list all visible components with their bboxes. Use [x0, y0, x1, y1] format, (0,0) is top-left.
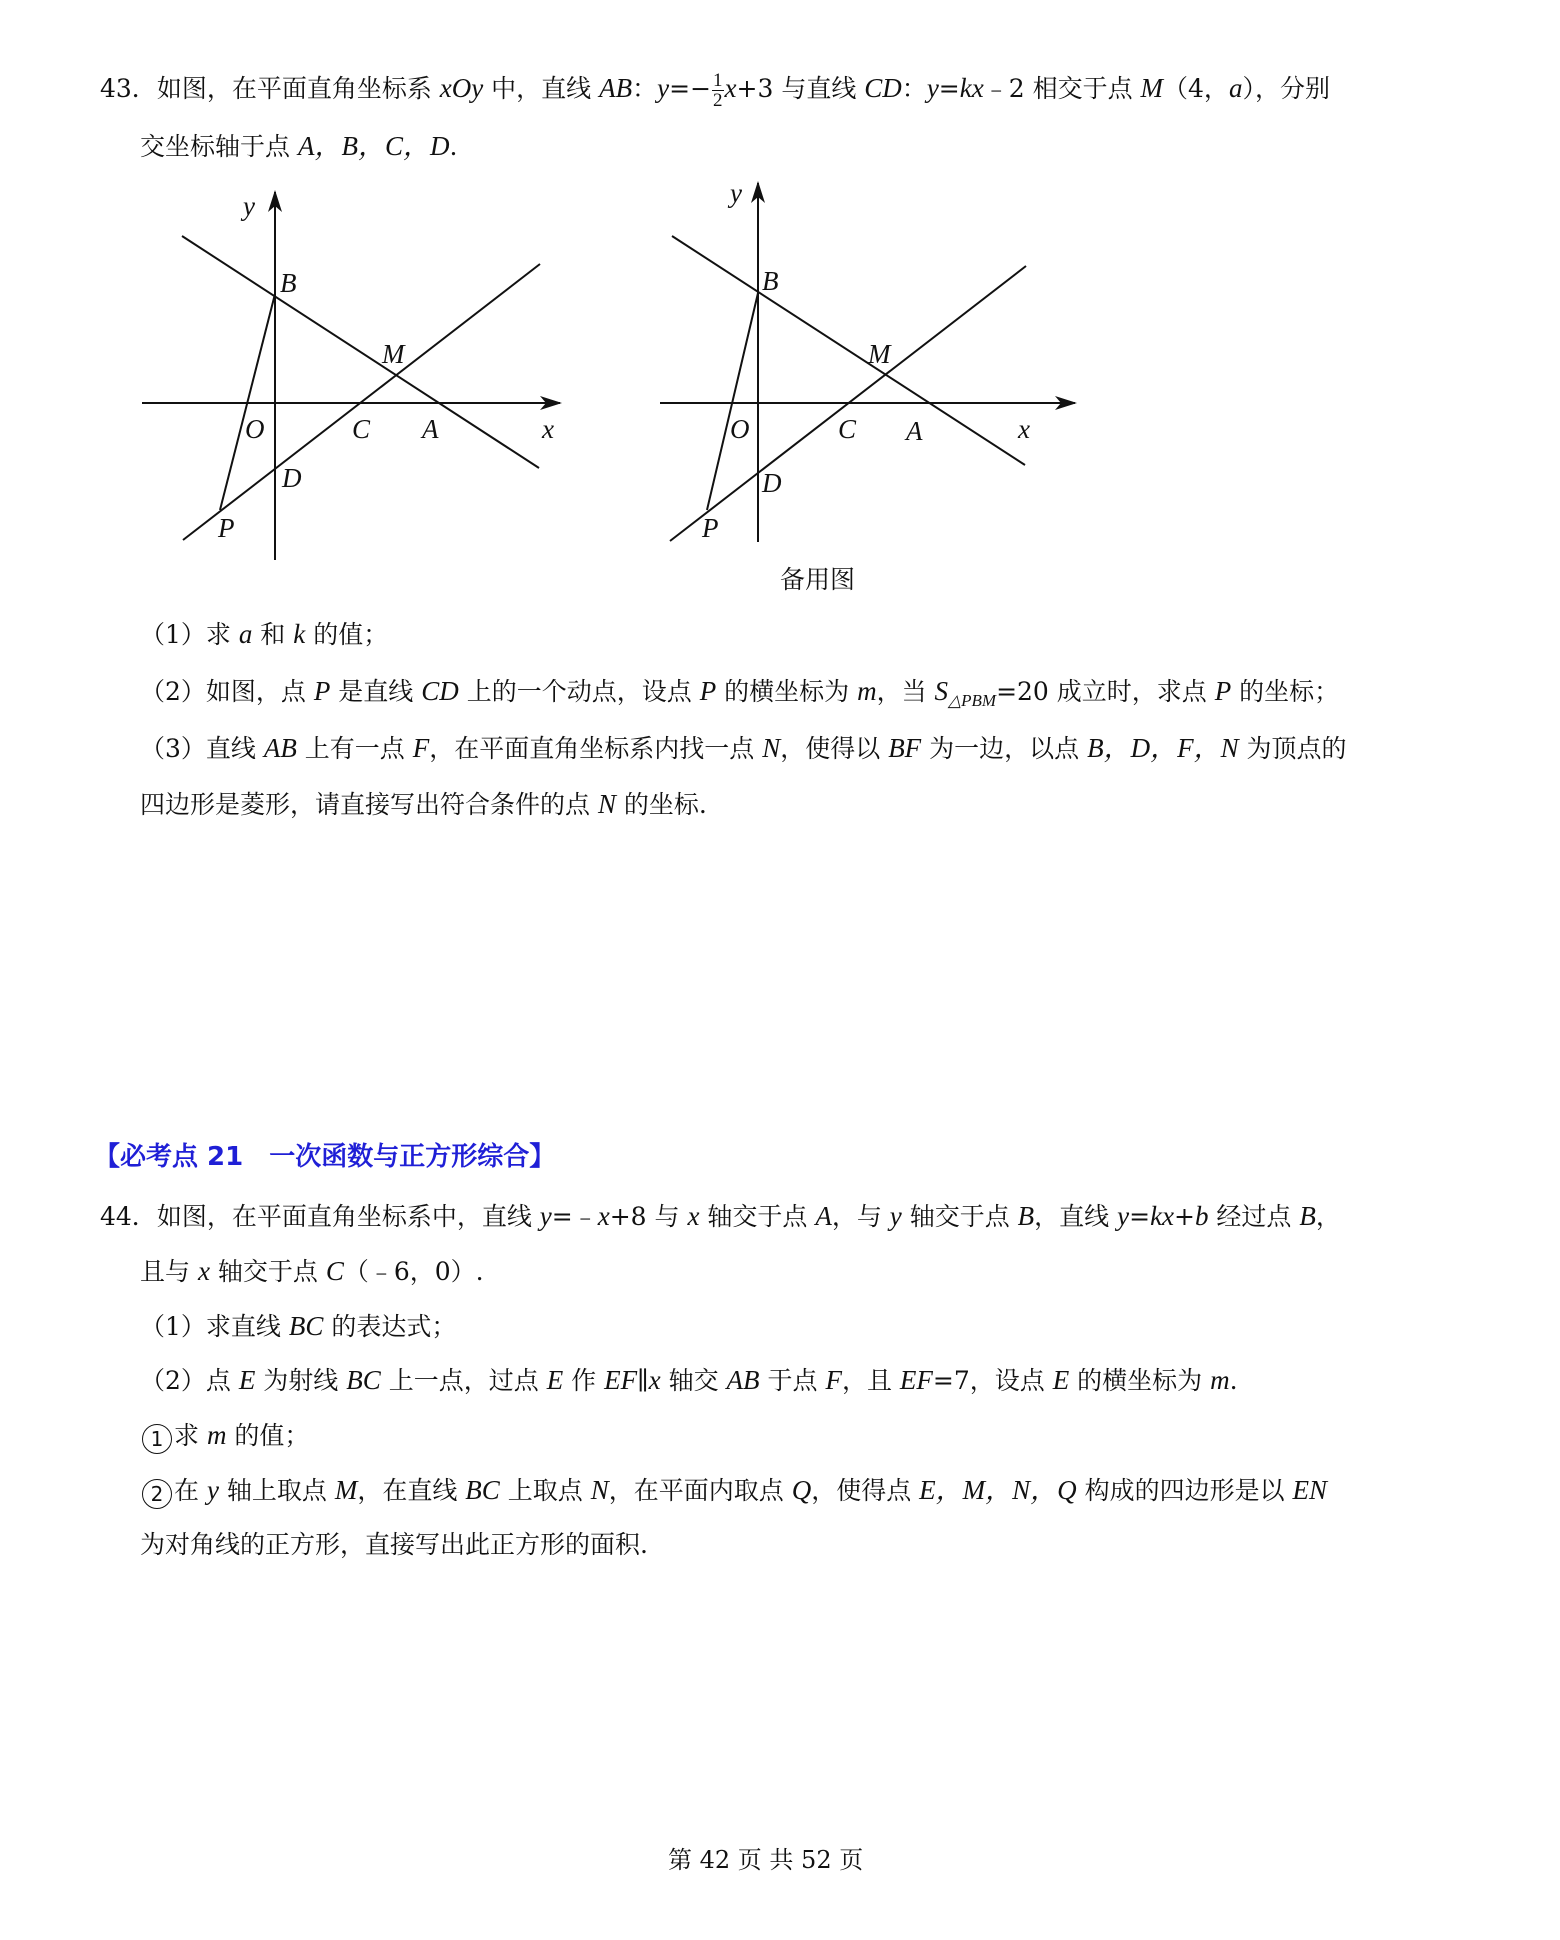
- label-d: D: [282, 463, 302, 493]
- label-c: C: [352, 414, 371, 444]
- q43-line2: 交坐标轴于点 A，B，C，D.: [140, 131, 458, 161]
- segment-pb: [707, 293, 758, 510]
- label-x: x: [542, 414, 554, 444]
- q44-part1: （1）求直线 BC 的表达式；: [140, 1311, 457, 1341]
- label-o: O: [730, 414, 750, 444]
- q44-line1: 44．如图，在平面直角坐标系中，直线 y=﹣x+8 与 x 轴交于点 A，与 y 轴交于点 B，直线 y=kx+b 经过点 B，: [100, 1201, 1341, 1231]
- figure-caption: 备用图: [780, 565, 856, 594]
- q43-figure-backup: [650, 180, 1110, 570]
- q43-figure-main: [130, 180, 590, 580]
- label-d: D: [762, 468, 782, 498]
- label-p: P: [702, 513, 719, 543]
- circled-number-1: 1: [142, 1424, 172, 1454]
- q43-part2: （2）如图，点 P 是直线 CD 上的一个动点，设点 P 的横坐标为 m，当 $S_{\triangle PBM}=20$ 成立时，求点 P 的坐标；: [140, 676, 1340, 710]
- q43-part1: （1）求 a 和 k 的值；: [140, 619, 389, 649]
- q44-sub1: 1 求 m 的值；: [142, 1417, 309, 1454]
- q43-part3-line1: （3）直线 AB 上有一点 F，在平面直角坐标系内找一点 N，使得以 BF 为一边，以点 B，D，F，N 为顶点的: [140, 733, 1347, 763]
- q43-line1: 43．如图，在平面直角坐标系 xOy 中，直线 AB：y=− $\frac{1}{2}$ x+3 与直线 CD：y=kx﹣2 相交于点 M（4，a），分别: [100, 70, 1330, 111]
- label-b: B: [280, 268, 297, 298]
- label-y: y: [730, 180, 742, 208]
- q43-part3-line2: 四边形是菱形，请直接写出符合条件的点 N 的坐标.: [140, 789, 707, 819]
- label-c: C: [838, 414, 857, 444]
- q44-line2: 且与 x 轴交于点 C（﹣6，0）.: [140, 1256, 484, 1286]
- label-o: O: [245, 414, 265, 444]
- label-p: P: [218, 513, 235, 543]
- label-x: x: [1018, 414, 1030, 444]
- label-a: A: [422, 414, 439, 444]
- label-b: B: [762, 266, 779, 296]
- circled-number-2: 2: [142, 1479, 172, 1509]
- label-a: A: [906, 416, 923, 446]
- q44-sub2-line1: 2 在 y 轴上取点 M，在直线 BC 上取点 N，在平面内取点 Q，使得点 E，M，N，Q 构成的四边形是以 EN: [142, 1472, 1327, 1509]
- section-title: 【必考点 21 一次函数与正方形综合】: [94, 1142, 556, 1172]
- label-m: M: [382, 339, 405, 369]
- label-m: M: [868, 339, 891, 369]
- q44-part2: （2）点 E 为射线 BC 上一点，过点 E 作 EF∥x 轴交 AB 于点 F，且 EF=7，设点 E 的横坐标为 m.: [140, 1365, 1238, 1395]
- fraction-one-half: $\frac{1}{2}$: [713, 70, 723, 111]
- page-footer: 第 42 页 共 52 页: [668, 1846, 864, 1874]
- label-y: y: [243, 191, 255, 221]
- q44-sub2-line2: 为对角线的正方形，直接写出此正方形的面积.: [140, 1530, 648, 1559]
